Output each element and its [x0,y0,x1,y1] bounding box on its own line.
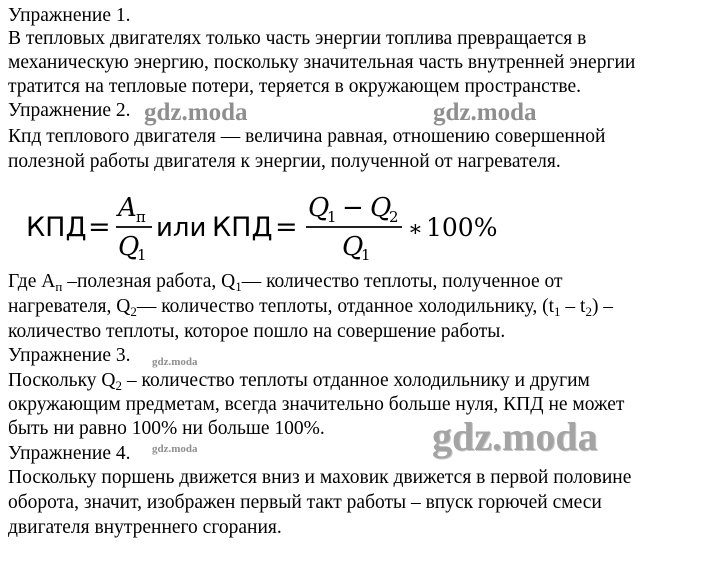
watermark: gdz.moda [152,443,198,455]
formula-percent: 100% [426,213,498,242]
watermark: gdz.moda [433,99,537,126]
watermark: gdz.moda [432,414,598,459]
exercise-4-text-line-3: двигателя внутреннего сгорания. [8,517,282,538]
explanation-line-1: Где $А_п$ –полезная работа, $Q_1—$ количество теплоты, полученное от [8,271,563,294]
formula-q1-denominator-sub: 1 [137,246,147,264]
formula-numerator-q1: Q [308,193,330,223]
exercise-1-text-line-1: В тепловых двигателях только часть энергии топлива превращается в [8,28,587,49]
formula-denominator-q1-sub: 1 [361,246,371,264]
formula-equals-left: = [88,212,111,243]
formula-q1-denominator: Q [118,232,140,262]
formula-equals-right: = [275,212,298,243]
formula-a: A [118,193,137,223]
exercise-2-heading: Упражнение 2. [8,100,131,121]
exercise-3-text-line-3: быть ни равно 100% ни больше 100%. [8,418,325,439]
explanation-line-2: нагревателя, $Q_2—$ количество теплоты, отданное холодильнику, $(t_1 - t_2)$ – [8,296,614,319]
formula-a-sub: п [136,208,146,226]
exercise-4-heading: Упражнение 4. [8,443,131,464]
exercise-3-text-line-1: Поскольку $Q_2$ – количество теплоты отданное холодильнику и другим [8,370,590,393]
exercise-1-text-line-2: механическую энергию, поскольку значительная часть внутренней энергии [8,52,636,73]
explanation-line-3: количество теплоты, которое пошло на совершение работы. [8,321,506,342]
exercise-3-text-line-2: окружающим предметам, всегда значительно больше нуля, КПД не может [8,394,625,415]
formula-numerator-q2: Q [370,193,392,223]
exercise-4-text-line-1: Поскольку поршень движется вниз и маховик движется в первой половине [8,467,632,488]
exercise-1-text-line-3: тратится на тепловые потери, теряется в окружающем пространстве. [8,76,581,97]
exercise-2-text-line-1: Кпд теплового двигателя — величина равная, отношению совершенной [8,126,606,147]
formula-minus: − [342,193,364,223]
efficiency-formula [20,188,520,266]
exercise-1-heading: Упражнение 1. [8,5,131,26]
exercise-2-text-line-2: полезной работы двигателя к энергии, полученной от нагревателя. [8,151,561,172]
formula-kpd-right: КПД [212,212,273,243]
formula-kpd-left: КПД [26,212,87,243]
formula-numerator-q1-sub: 1 [327,208,337,226]
formula-denominator-q1: Q [342,232,364,262]
watermark: gdz.moda [152,356,198,368]
formula-numerator-q2-sub: 2 [389,208,399,226]
watermark: gdz.moda [144,99,248,126]
formula-or: или [156,213,207,243]
formula-multiply: ∗ [408,217,423,242]
exercise-3-heading: Упражнение 3. [8,345,131,366]
exercise-4-text-line-2: оборота, значит, изображен первый такт работы – впуск горючей смеси [8,492,602,513]
